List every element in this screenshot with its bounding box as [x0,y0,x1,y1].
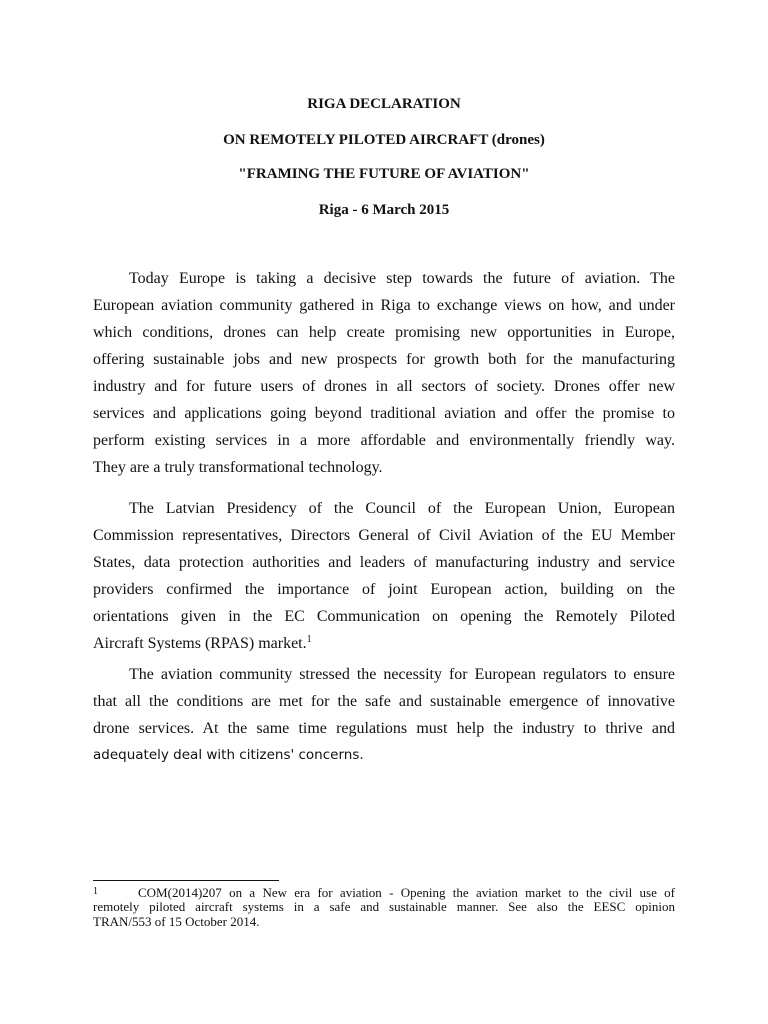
document-subtitle: ON REMOTELY PILOTED AIRCRAFT (drones) [223,132,545,148]
paragraph-line: They are a truly transformational technology. [93,459,383,476]
paragraph-line: providers confirmed the importance of joint European action, building on the [93,581,675,598]
footnote-line: remotely piloted aircraft systems in a safe and sustainable manner. See also the EESC opinion [93,899,675,914]
footnote-line [93,884,675,899]
footnote-separator [93,880,279,881]
paragraph-line: States, data protection authorities and leaders of manufacturing industry and service [93,554,675,571]
paragraph-line: industry and for future users of drones in all sectors of society. Drones offer new [93,378,675,395]
footnote-number: 1 [93,886,98,897]
paragraph-line: which conditions, drones can help create promising new opportunities in Europe, [93,324,675,341]
paragraph-line: that all the conditions are met for the safe and sustainable emergence of innovative [93,693,675,710]
paragraph-line: orientations given in the EC Communication on opening the Remotely Piloted [93,608,675,625]
footnote-reference[interactable]: 1 [306,634,312,645]
footnote [93,884,675,929]
document-date-place: Riga - 6 March 2015 [318,202,450,218]
paragraph-line: offering sustainable jobs and new prospects for growth both for the manufacturing [93,351,675,368]
paragraph-line: The Latvian Presidency of the Council of the European Union, European [129,500,675,517]
paragraph-1 [93,265,675,481]
document-title: RIGA DECLARATION [307,96,461,112]
paragraph-line: The aviation community stressed the necessity for European regulators to ensure [129,666,675,683]
paragraph-line: Today Europe is taking a decisive step towards the future of aviation. The [129,270,675,287]
paragraph-line: perform existing services in a more affordable and environmentally friendly way. [93,432,675,449]
paragraph-line: drone services. At the same time regulations must help the industry to thrive and [93,720,675,737]
paragraph-line: adequately deal with citizens' concerns. [93,747,364,763]
paragraph-line: European aviation community gathered in Riga to exchange views on how, and under [93,297,675,314]
paragraph-line-with-ref [93,630,675,657]
paragraph-line: Commission representatives, Directors General of Civil Aviation of the EU Member [93,527,675,544]
paragraph-3 [93,661,675,769]
paragraph-line: Aircraft Systems (RPAS) market. [93,635,307,652]
paragraph-line: services and applications going beyond traditional aviation and offer the promise to [93,405,675,422]
footnote-line: TRAN/553 of 15 October 2014. [93,914,260,929]
document-motto: "FRAMING THE FUTURE OF AVIATION" [238,166,530,182]
footnote-text: COM(2014)207 on a New era for aviation - Opening the aviation market to the civil use of [138,885,675,900]
paragraph-2 [93,495,675,657]
